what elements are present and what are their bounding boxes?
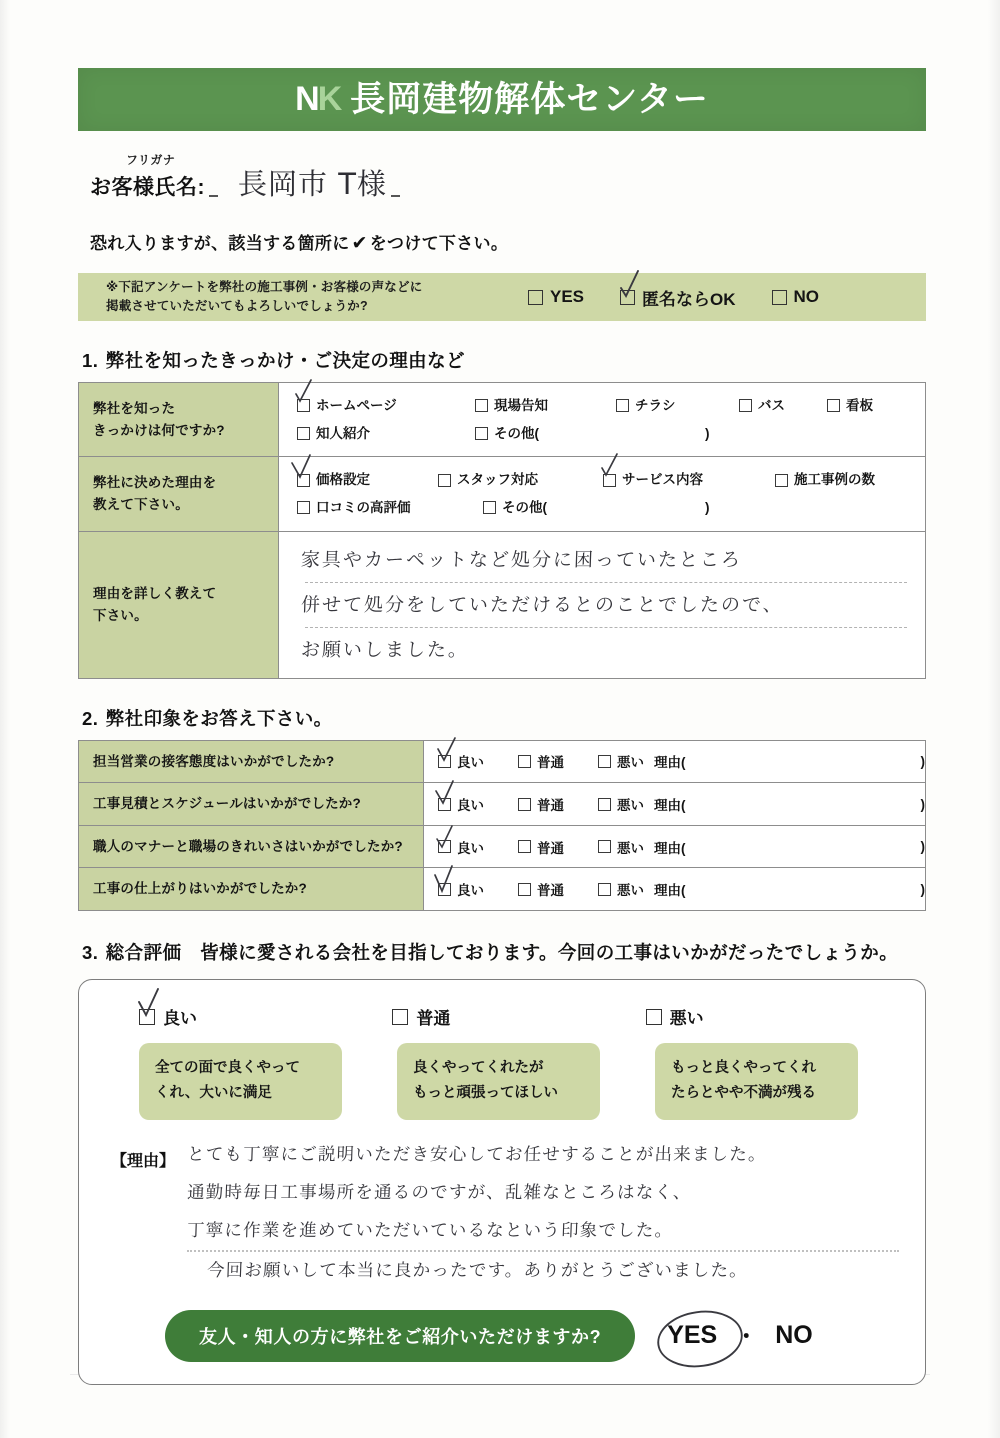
consent-bar — [78, 273, 926, 321]
option-case-count[interactable] — [775, 466, 875, 494]
table-row — [79, 740, 926, 783]
section1-row2-options — [279, 457, 926, 531]
section3-heading — [78, 939, 926, 965]
checkbox-icon[interactable] — [438, 474, 451, 487]
handwritten-line: 併せて処分をしていただけるとのことでしたので、 — [300, 593, 785, 616]
bubble-average — [397, 1043, 600, 1120]
table-row — [79, 457, 926, 531]
option-label: チラシ — [635, 398, 676, 413]
section2-question: 工事見積とスケジュールはいかがでしたか? — [79, 783, 424, 826]
checkbox-icon[interactable] — [598, 883, 611, 896]
rating-option-good[interactable] — [438, 751, 484, 771]
section2-heading — [78, 705, 926, 731]
label-line1: 弊社を知った — [93, 401, 176, 417]
option-flyer[interactable] — [616, 392, 739, 420]
rating-description-bubbles — [105, 1043, 899, 1120]
handwritten-line: お願いしました。 — [300, 638, 470, 661]
consent-option-anonymous[interactable] — [620, 285, 736, 310]
checkbox-icon[interactable] — [598, 755, 611, 768]
rating-option-average[interactable] — [518, 751, 564, 771]
table-row — [79, 868, 926, 911]
overall-option-average-cell — [392, 1004, 645, 1029]
reason-label: 【理由】 — [111, 1152, 176, 1170]
section1-heading-text: 弊社を知ったきっかけ・ご決定の理由など — [105, 350, 465, 371]
section1-table — [78, 382, 926, 679]
label-line1: 弊社に決めた理由を — [93, 475, 217, 491]
handwritten-answer — [301, 538, 911, 672]
rating-option-bad[interactable] — [598, 837, 644, 857]
reason-field[interactable] — [654, 794, 925, 814]
option-label: サービス内容 — [622, 472, 703, 488]
section2-question: 工事の仕上がりはいかがでしたか? — [79, 868, 424, 911]
bubble-line1: 良くやってくれたが — [413, 1060, 544, 1077]
checkbox-icon[interactable] — [739, 399, 752, 412]
overall-option-good[interactable] — [139, 1004, 197, 1029]
option-signboard[interactable] — [827, 392, 873, 420]
option-label: その他( — [494, 425, 539, 441]
nk-logo-icon — [295, 79, 341, 118]
checkbox-icon[interactable] — [518, 798, 531, 811]
check-glyph-icon: ✔ — [351, 233, 368, 254]
option-label: 普通 — [537, 798, 564, 814]
option-row-1 — [297, 466, 925, 494]
logo-letter-k: K — [317, 79, 341, 118]
reason-open-label: 理由( — [654, 883, 686, 899]
option-other[interactable] — [483, 494, 705, 522]
section1-row1-label — [79, 383, 279, 457]
checkbox-icon[interactable] — [438, 798, 451, 811]
customer-name-value: 長岡市 T様 — [238, 167, 387, 201]
option-other-close-paren: ) — [705, 500, 710, 516]
checkbox-icon[interactable] — [297, 399, 310, 412]
reason-close-label: ) — [920, 881, 925, 897]
handwritten-line: とても丁寧にご説明いただき安心してお任せすることが出来ました。 — [186, 1144, 768, 1165]
handwritten-line: 通勤時毎日工事場所を通るのですが、乱雑なところはなく、 — [186, 1182, 692, 1203]
logo-letter-n: N — [295, 79, 318, 118]
checkbox-icon[interactable] — [438, 755, 451, 768]
option-label: 良い — [457, 840, 484, 856]
option-label: 良い — [457, 883, 484, 899]
option-label: 普通 — [537, 755, 564, 771]
reason-open-label: 理由( — [654, 798, 686, 814]
option-label: 普通 — [416, 1009, 451, 1029]
option-other[interactable] — [475, 420, 705, 448]
consent-option-label: YES — [550, 287, 585, 306]
option-label: 良い — [457, 798, 484, 814]
instruction-before: 恐れ入りますが、該当する箇所に — [90, 234, 350, 253]
option-label: 普通 — [537, 840, 564, 856]
rating-option-average[interactable] — [518, 879, 564, 899]
option-label: 現場告知 — [494, 398, 548, 413]
bubble-line1: もっと良くやってくれ — [671, 1060, 816, 1077]
option-row-2 — [297, 494, 925, 522]
checkbox-icon[interactable] — [518, 755, 531, 768]
reason-open-label: 理由( — [654, 840, 686, 856]
overall-rating-options — [105, 1000, 899, 1043]
referral-answer — [667, 1320, 813, 1351]
section1-row2-label — [79, 457, 279, 531]
option-label: 看板 — [846, 398, 873, 413]
label-line2: きっかけは何ですか? — [93, 422, 225, 438]
option-label: 知人紹介 — [316, 425, 370, 441]
consent-note — [78, 278, 422, 317]
handwritten-line: 家具やカーペットなど処分に困っていたところ — [300, 548, 743, 571]
section3-number: 3. — [82, 942, 99, 964]
overall-option-bad-cell — [646, 1004, 899, 1029]
reason-handwritten-area[interactable] — [187, 1136, 899, 1290]
option-label: 良い — [163, 1009, 197, 1029]
rating-options — [438, 794, 925, 814]
referral-separator: ・ — [735, 1324, 758, 1350]
option-label: 口コミの高評価 — [316, 500, 411, 516]
referral-question-pill: 友人・知人の方に弊社をご紹介いただけますか? — [165, 1310, 635, 1362]
rating-options — [438, 751, 925, 771]
section2-answer-cell — [424, 740, 926, 783]
instruction-after: をつけて下さい。 — [369, 234, 509, 253]
option-other-close-paren: ) — [705, 425, 710, 441]
option-label: その他( — [502, 500, 547, 516]
option-label: スタッフ対応 — [457, 472, 538, 488]
bubble-line2: もっと頑張ってほしい — [413, 1085, 558, 1102]
option-bus[interactable] — [739, 392, 827, 420]
consent-option-label: 匿名ならOK — [642, 289, 736, 309]
checkbox-icon[interactable] — [603, 474, 616, 487]
section3-box — [78, 979, 926, 1385]
section1-row1-options — [279, 383, 926, 457]
checkbox-icon[interactable] — [518, 883, 531, 896]
referral-yes-wrap[interactable] — [667, 1321, 717, 1350]
rating-options — [438, 837, 925, 857]
option-label: 施工事例の数 — [794, 472, 875, 488]
reason-field[interactable] — [654, 751, 925, 771]
section3-reason-block — [105, 1136, 899, 1290]
checkbox-icon[interactable] — [475, 427, 488, 440]
option-service-content[interactable] — [603, 466, 775, 494]
bubble-line2: たらとやや不満が残る — [671, 1085, 816, 1102]
option-label: 悪い — [669, 1009, 704, 1029]
customer-name-row — [78, 155, 926, 201]
reason-field[interactable] — [654, 837, 925, 857]
label-line1: 理由を詳しく教えて — [93, 586, 217, 602]
checkbox-icon[interactable] — [775, 474, 788, 487]
option-staff-response[interactable] — [438, 466, 603, 494]
section1-number: 1. — [82, 350, 99, 371]
referral-yes-label: YES — [667, 1321, 718, 1350]
table-row — [79, 531, 926, 678]
rating-option-bad[interactable] — [598, 794, 644, 814]
section3-heading-text: 総合評価 皆様に愛される会社を目指しております。今回の工事はいかがだったでしょうか。 — [105, 942, 899, 964]
rating-option-bad[interactable] — [598, 879, 644, 899]
option-label: 価格設定 — [316, 472, 370, 488]
referral-no-label[interactable]: NO — [775, 1321, 813, 1350]
reason-close-label: ) — [920, 839, 925, 855]
scan-edge-left — [0, 0, 10, 1438]
checkbox-icon[interactable] — [438, 840, 451, 853]
section2-answer-cell — [424, 783, 926, 826]
option-label: 悪い — [617, 883, 644, 899]
section2-answer-cell — [424, 825, 926, 868]
table-row — [79, 383, 926, 457]
checkbox-icon[interactable] — [598, 798, 611, 811]
checkbox-icon[interactable] — [772, 290, 787, 305]
option-homepage[interactable] — [297, 392, 475, 420]
reason-field[interactable] — [654, 879, 925, 899]
option-label: 悪い — [617, 798, 644, 814]
checkbox-icon[interactable] — [598, 840, 611, 853]
option-site-notice[interactable] — [475, 392, 616, 420]
referral-row — [105, 1310, 899, 1362]
consent-note-line2: 掲載させていただいてもよろしいでしょうか? — [106, 299, 368, 313]
bubble-good — [139, 1043, 342, 1120]
bubble-line1: 全ての面で良くやって — [155, 1060, 300, 1077]
section1-detail-label — [79, 531, 279, 678]
table-row — [79, 783, 926, 826]
rating-option-average[interactable] — [518, 837, 564, 857]
checkbox-icon[interactable] — [620, 290, 635, 305]
consent-options — [528, 285, 819, 310]
rating-option-bad[interactable] — [598, 751, 644, 771]
header-banner — [78, 68, 926, 131]
rating-options — [438, 879, 925, 899]
instruction-text — [78, 229, 926, 255]
label-line2: 下さい。 — [93, 607, 148, 623]
customer-name-label: お客様氏名: — [90, 176, 205, 199]
checkbox-icon[interactable] — [827, 399, 840, 412]
consent-note-line1: ※下記アンケートを弊社の施工事例・お客様の声などに — [106, 279, 423, 294]
section2-heading-text: 弊社印象をお答え下さい。 — [105, 707, 333, 729]
overall-option-good-cell — [139, 1004, 392, 1029]
reason-open-label: 理由( — [654, 755, 686, 771]
handwritten-line: 今回お願いして本当に良かったです。ありがとうございました。 — [206, 1260, 749, 1281]
checkbox-icon[interactable] — [646, 1009, 662, 1025]
rating-option-good[interactable] — [438, 794, 484, 814]
section1-detail-answer[interactable] — [279, 531, 926, 678]
overall-option-bad[interactable] — [646, 1004, 704, 1029]
checkbox-icon[interactable] — [297, 474, 310, 487]
section2-table — [78, 740, 926, 911]
consent-option-yes[interactable] — [528, 287, 584, 307]
reason-close-label: ) — [920, 753, 925, 769]
checkbox-icon[interactable] — [392, 1009, 408, 1025]
scan-edge-right — [988, 0, 1000, 1438]
reason-close-label: ) — [920, 796, 925, 812]
option-row-2 — [297, 420, 925, 448]
rating-option-good[interactable] — [438, 879, 484, 899]
checkbox-icon[interactable] — [475, 399, 488, 412]
checkbox-icon[interactable] — [438, 883, 451, 896]
bubble-bad — [655, 1043, 858, 1120]
furigana-label: フリガナ — [126, 153, 176, 167]
option-label: 普通 — [537, 883, 564, 899]
option-label: ホームページ — [316, 398, 397, 413]
section2-question: 担当営業の接客態度はいかがでしたか? — [79, 740, 424, 783]
option-pricing[interactable] — [297, 466, 438, 494]
option-label: 良い — [457, 755, 484, 771]
checkbox-icon[interactable] — [518, 840, 531, 853]
consent-option-no[interactable] — [772, 287, 820, 307]
table-row — [79, 825, 926, 868]
checkbox-icon[interactable] — [528, 290, 543, 305]
consent-option-label: NO — [793, 287, 820, 306]
bubble-line2: くれ、大いに満足 — [155, 1085, 272, 1102]
option-label: 悪い — [617, 755, 644, 771]
checkbox-icon[interactable] — [483, 501, 496, 514]
option-row-1 — [297, 392, 925, 420]
company-title: 長岡建物解体センター — [350, 80, 709, 119]
option-high-review[interactable] — [297, 494, 483, 522]
checkbox-icon[interactable] — [297, 427, 310, 440]
section2-question: 職人のマナーと職場のきれいさはいかがでしたか? — [79, 825, 424, 868]
overall-option-average[interactable] — [392, 1004, 450, 1029]
option-label: バス — [758, 398, 785, 413]
checkbox-icon[interactable] — [616, 399, 629, 412]
customer-name-label-wrap — [78, 153, 205, 201]
checkbox-icon[interactable] — [297, 501, 310, 514]
section2-number: 2. — [82, 707, 99, 729]
rating-option-good[interactable] — [438, 837, 484, 857]
option-referral[interactable] — [297, 420, 475, 448]
label-line2: 教えて下さい。 — [93, 497, 189, 513]
section2-answer-cell — [424, 868, 926, 911]
option-label: 悪い — [617, 840, 644, 856]
section1-heading — [78, 347, 926, 373]
handwritten-line: 丁寧に作業を進めていただいているなという印象でした。 — [186, 1220, 674, 1241]
name-underline-left — [209, 195, 218, 197]
name-underline-right — [391, 195, 400, 197]
checkbox-icon[interactable] — [139, 1009, 155, 1025]
rating-option-average[interactable] — [518, 794, 564, 814]
